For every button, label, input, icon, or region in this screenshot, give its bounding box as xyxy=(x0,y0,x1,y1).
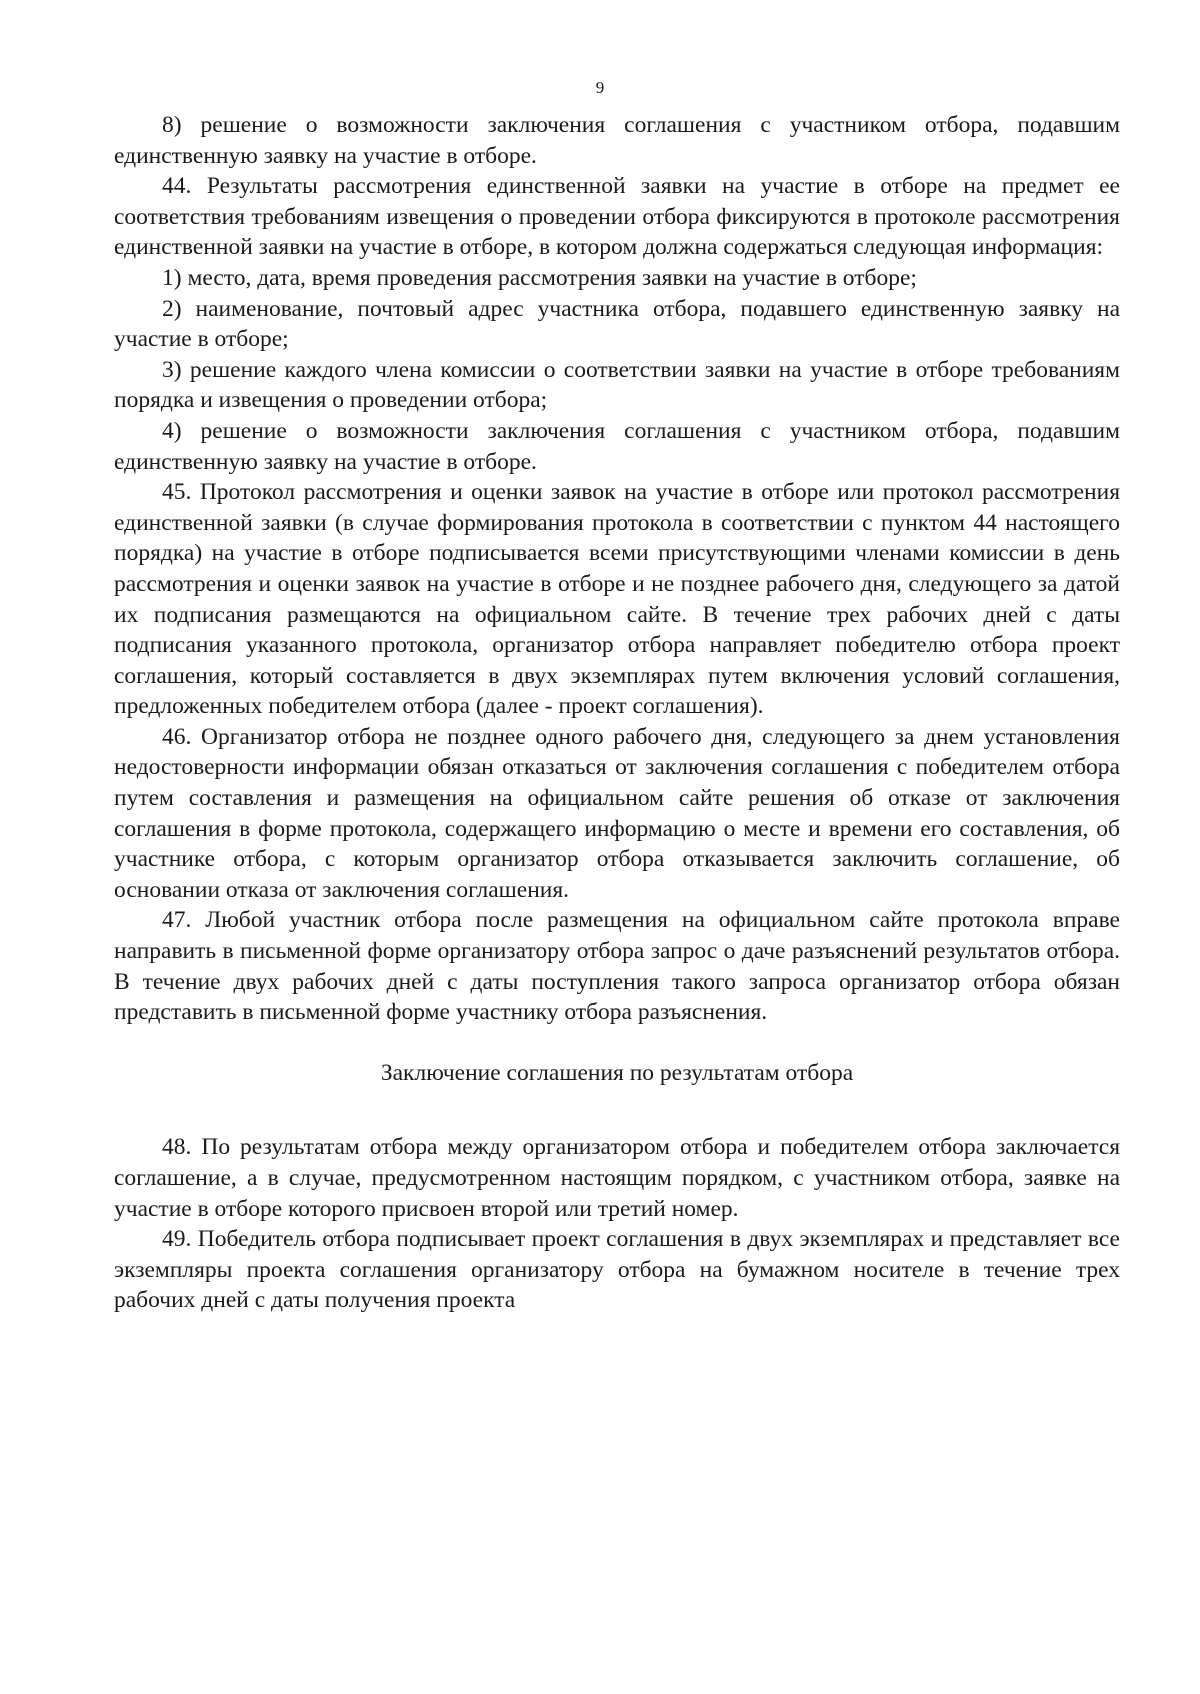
paragraph-44-item-1: 1) место, дата, время проведения рассмотрения заявки на участие в отборе; xyxy=(162,264,917,291)
paragraph-44: 44. Результаты рассмотрения единственной заявки на участие в отборе на предмет ее соответствия требованиям извещения о проведении отбора фиксируются в протоколе рассмотрения единственной заявки на участие в отборе, в котором должна содержаться следующая информация: xyxy=(114,173,1120,261)
document-body xyxy=(114,110,1120,1316)
paragraph-44-item-4: 4) решение о возможности заключения соглашения с участником отбора, подавшим единственную заявку на участие в отборе. xyxy=(114,417,1120,475)
paragraph-45: 45. Протокол рассмотрения и оценки заявок на участие в отборе или протокол рассмотрения единственной заявки (в случае формирования протокола в соответствии с пунктом 44 настоящего порядка) на участие в отборе подписывается всеми присутствующими членами комиссии в день рассмотрения и оценки заявок на участие в отборе и не позднее рабочего дня, следующего за датой их подписания размещаются на официальном сайте. В течение трех рабочих дней с даты подписания указанного протокола, организатор отбора направляет победителю отбора проект соглашения, который составляется в двух экземплярах путем включения условий соглашения, предложенных победителем отбора (далее - проект соглашения). xyxy=(114,479,1120,720)
page-number: 9 xyxy=(595,78,605,97)
paragraph-49: 49. Победитель отбора подписывает проект соглашения в двух экземплярах и представляет все экземпляры проекта соглашения организатору отбора на бумажном носителе в течение трех рабочих дней с даты получения проекта xyxy=(114,1226,1120,1314)
section-heading: Заключение соглашения по результатам отбора xyxy=(380,1059,854,1086)
paragraph-item-8: 8) решение о возможности заключения соглашения с участником отбора, подавшим единственную заявку на участие в отборе. xyxy=(114,112,1120,169)
paragraph-47: 47. Любой участник отбора после размещения на официальном сайте протокола вправе направить в письменной форме организатору отбора запрос о даче разъяснений результатов отбора. В течение двух рабочих дней с даты поступления такого запроса организатор отбора обязан представить в письменной форме участнику отбора разъяснения. xyxy=(114,907,1120,1026)
paragraph-46: 46. Организатор отбора не позднее одного рабочего дня, следующего за днем установления недостоверности информации обязан отказаться от заключения соглашения с победителем отбора путем составления и размещения на официальном сайте решения об отказе от заключения соглашения в форме протокола, содержащего информацию о месте и времени его составления, об участнике отбора, с которым организатор отбора отказывается заключить соглашение, об основании отказа от заключения соглашения. xyxy=(114,723,1120,903)
paragraph-44-item-3: 3) решение каждого члена комиссии о соответствии заявки на участие в отборе требованиям порядка и извещения о проведении отбора; xyxy=(114,356,1120,414)
paragraph-48: 48. По результатам отбора между организатором отбора и победителем отбора заключается соглашение, а в случае, предусмотренном настоящим порядком, с участником отбора, заявке на участие в отборе которого присвоен второй или третий номер. xyxy=(114,1134,1120,1222)
paragraph-44-item-2: 2) наименование, почтовый адрес участника отбора, подавшего единственную заявку на участие в отборе; xyxy=(114,295,1120,353)
